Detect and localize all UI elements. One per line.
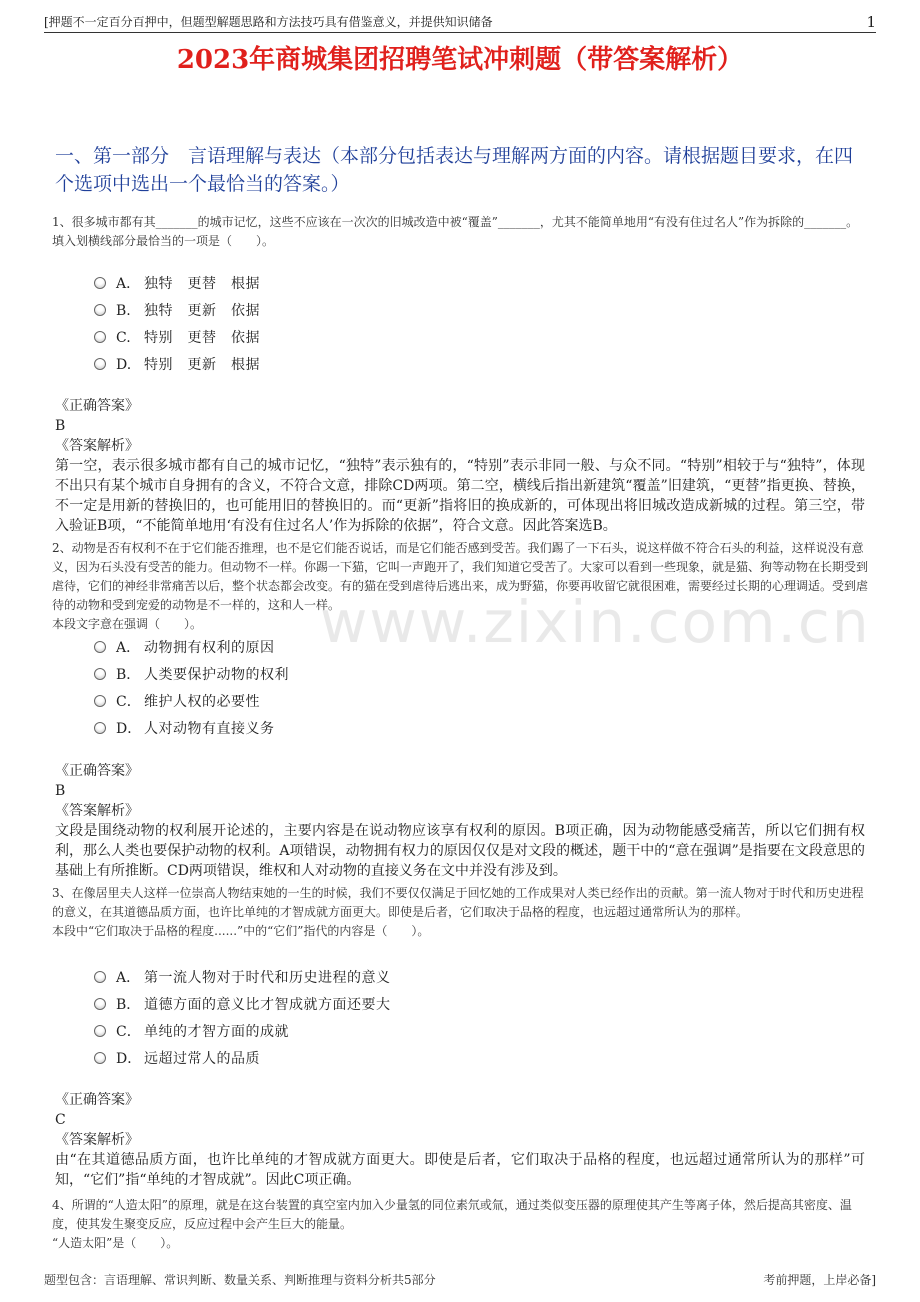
option-a[interactable] [94,274,260,294]
radio-icon[interactable] [94,358,106,370]
option-text: 独特 更新 依据 [144,303,260,319]
answer-heading: 《正确答案》 [55,398,139,414]
option-b[interactable] [94,301,260,321]
option-text: 人类要保护动物的权利 [144,667,289,683]
option-label: D. [116,357,132,373]
option-text: 人对动物有直接义务 [144,721,275,737]
answer-analysis: 第一空，表示很多城市都有自己的城市记忆，“独特”表示独有的，“特别”表示非同一般、与众不同。“特别”相较于与“独特”，体现不出只有某个城市自身拥有的含义，不符合文意，排除CD两项。第二空，横线后指出新建筑“覆盖”旧建筑，“更替”指更换、替换，不一定是用新的替换旧的，也可能用旧的替换旧的。而“更新”指将旧的换成新的，可体现出将旧城改造成新城的过程。第三空，带入验证B项，“不能简单地用‘有没有住过名人’作为拆除的依据”，符合文意。因此答案选B。 [55,458,865,534]
question-4 [52,1196,872,1253]
document-title: 2023年商城集团招聘笔试冲刺题（带答案解析） [176,45,744,75]
radio-icon[interactable] [94,641,106,653]
answer-analysis: 由“在其道德品质方面，也许比单纯的才智成就方面更大。即使是后者，它们取决于品格的程度，也远超过通常所认为的那样”可知，“它们”指“单纯的才智成就”。因此C项正确。 [55,1152,865,1188]
question-prompt: 本段中“它们取决于品格的程度......”中的“它们”指代的内容是（ ）。 [52,924,430,938]
question-prompt: 本段文字意在强调（ ）。 [52,617,203,631]
answer-block-2 [55,761,865,881]
option-b[interactable] [94,995,391,1015]
page-number: 1 [866,13,876,31]
option-label: C． [116,1024,141,1040]
option-label: C． [116,694,141,710]
option-b[interactable] [94,665,289,685]
page-footer [44,1270,876,1290]
option-text: 特别 更新 根据 [144,357,260,373]
option-text: 维护人权的必要性 [144,694,260,710]
option-a[interactable] [94,638,275,658]
radio-icon[interactable] [94,695,106,707]
option-label: B. [116,303,131,319]
footer-right-text: 考前押题，上岸必备] [763,1273,876,1287]
header-note: [押题不一定百分百押中，但题型解题思路和方法技巧具有借鉴意义，并提供知识储备 [44,15,493,29]
correct-answer: B [55,783,66,799]
option-c[interactable] [94,1022,289,1042]
option-text: 道德方面的意义比才智成就方面还要大 [144,997,391,1013]
option-label: B． [116,997,141,1013]
option-d[interactable] [94,355,260,375]
option-label: A． [116,640,141,656]
option-text: 独特 更替 根据 [144,276,260,292]
footer-left-text: 题型包含：言语理解、常识判断、数量关系、判断推理与资料分析共5部分 [44,1273,436,1287]
radio-icon[interactable] [94,1025,106,1037]
option-text: 单纯的才智方面的成就 [144,1024,289,1040]
option-text: 远超过常人的品质 [144,1051,260,1067]
analysis-heading: 《答案解析》 [55,1132,139,1148]
option-a[interactable] [94,968,391,988]
radio-icon[interactable] [94,304,106,316]
option-label: D． [116,721,142,737]
analysis-heading: 《答案解析》 [55,803,139,819]
option-text: 特别 更替 依据 [144,330,260,346]
question-stem: 1、很多城市都有其_______的城市记忆，这些不应该在一次次的旧城改造中被“覆盖”_______，尤其不能简单地用“有没有住过名人”作为拆除的_______。 [52,215,859,229]
analysis-heading: 《答案解析》 [55,438,139,454]
option-text: 第一流人物对于时代和历史进程的意义 [144,970,391,986]
radio-icon[interactable] [94,668,106,680]
radio-icon[interactable] [94,1052,106,1064]
correct-answer: C [55,1112,66,1128]
answer-block-1 [55,396,865,536]
answer-heading: 《正确答案》 [55,763,139,779]
radio-icon[interactable] [94,331,106,343]
option-label: C. [116,330,131,346]
correct-answer: B [55,418,66,434]
answer-heading: 《正确答案》 [55,1092,139,1108]
option-d[interactable] [94,1049,260,1069]
option-d[interactable] [94,719,275,739]
option-c[interactable] [94,692,260,712]
question-prompt: “人造太阳”是（ ）。 [52,1236,179,1250]
question-2 [52,539,872,634]
option-label: A． [116,970,141,986]
page-header [44,12,876,33]
question-3 [52,884,872,941]
answer-block-3 [55,1090,865,1190]
option-label: A． [116,276,141,292]
watermark-text: www.zixin.com.cn [320,588,871,656]
section-heading: 一、第一部分 言语理解与表达（本部分包括表达与理解两方面的内容。请根据题目要求，在四个选项中选出一个最恰当的答案。） [55,145,854,195]
question-prompt: 填入划横线部分最恰当的一项是（ ）。 [52,234,275,248]
radio-icon[interactable] [94,277,106,289]
option-text: 动物拥有权利的原因 [144,640,275,656]
option-label: D． [116,1051,142,1067]
question-stem: 4、所谓的“人造太阳”的原理，就是在这台装置的真空室内加入少量氢的同位素氘或氚，通过类似变压器的原理使其产生等离子体，然后提高其密度、温度，使其发生聚变反应，反应过程中会产生巨大的能量。 [52,1198,852,1231]
option-label: B． [116,667,141,683]
option-c[interactable] [94,328,260,348]
question-stem: 2、动物是否有权利不在于它们能否推理，也不是它们能否说话，而是它们能否感到受苦。我们踢了一下石头，说这样做不符合石头的利益，这样说没有意义，因为石头没有受苦的能力。但动物不一样。你踢一下猫，它叫一声跑开了，我们知道它受苦了。大家可以看到一些现象，就是猫、狗等动物在长期受到虐待，它们的神经非常痛苦以后，整个状态都会改变。有的猫在受到虐待后逃出来，成为野猫，你要再收留它就很困难，需要经过长期的心理调适。受到虐待的动物和受到宠爱的动物是不一样的，这和人一样。 [52,541,869,612]
radio-icon[interactable] [94,998,106,1010]
answer-analysis: 文段是围绕动物的权利展开论述的，主要内容是在说动物应该享有权利的原因。B项正确，因为动物能感受痛苦，所以它们拥有权利，那么人类也要保护动物的权利。A项错误，动物拥有权力的原因仅仅是对文段的概述，题干中的“意在强调”是指要在文段意思的基础上有所推断。CD两项错误，维权和人对动物的直接义务在文中并没有涉及到。 [55,823,865,879]
question-1 [52,213,872,251]
radio-icon[interactable] [94,722,106,734]
radio-icon[interactable] [94,971,106,983]
question-stem: 3、在像居里夫人这样一位崇高人物结束她的一生的时候，我们不要仅仅满足于回忆她的工作成果对人类已经作出的贡献。第一流人物对于时代和历史进程的意义，在其道德品质方面，也许比单纯的才智成就方面更大。即使是后者，它们取决于品格的程度，也远超过通常所认为的那样。 [52,886,864,919]
